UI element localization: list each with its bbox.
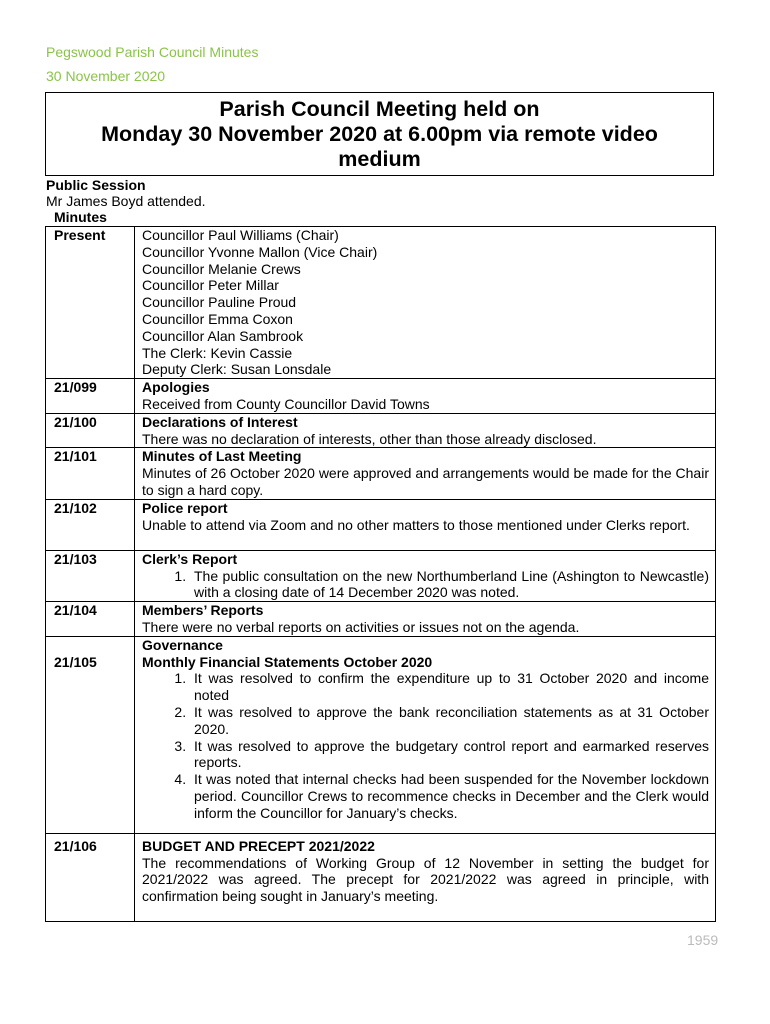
table-row-21-100 — [46, 413, 716, 448]
list-item: 1. The public consultation on the new Northumberland Line (Ashington to Newcastle) with a closing date of 14 December 2020 was noted. — [190, 568, 709, 602]
page-number: 1959 — [687, 932, 719, 948]
item-text: Minutes of 26 October 2020 were approved and arrangements would be made for the Chair to sign a hard copy. — [142, 465, 709, 498]
item-text: Unable to attend via Zoom and no other matters to those mentioned under Clerks report. — [142, 516, 690, 533]
table-row-21-103 — [46, 550, 716, 601]
item-body — [135, 448, 716, 499]
item-text: Received from County Councillor David Towns — [142, 395, 430, 412]
attendees-cell — [135, 227, 716, 379]
item-body — [135, 602, 716, 637]
item-section: Governance — [142, 636, 223, 653]
attendee: Councillor Yvonne Mallon (Vice Chair) — [142, 243, 378, 260]
minutes-label: Minutes — [54, 209, 107, 225]
item-ref: 21/100 — [46, 413, 135, 448]
item-title: Clerk’s Report — [142, 550, 238, 567]
attendee: Councillor Peter Millar — [142, 277, 279, 294]
public-session-heading: Public Session — [46, 177, 146, 193]
meeting-title-line-1: Parish Council Meeting held on — [219, 96, 540, 121]
table-row-21-106 — [46, 833, 716, 921]
item-title: Police report — [142, 499, 228, 516]
item-body — [135, 833, 716, 921]
meeting-title-box — [45, 92, 714, 176]
item-body — [135, 636, 716, 833]
meeting-title-line-2: Monday 30 November 2020 at 6.00pm via remote video — [101, 121, 658, 146]
item-title: Minutes of Last Meeting — [142, 448, 302, 465]
item-body — [135, 550, 716, 601]
item-ref: 21/101 — [46, 448, 135, 499]
header-title: Pegswood Parish Council Minutes — [46, 44, 259, 60]
item-list — [142, 670, 709, 821]
item-ref: 21/099 — [46, 379, 135, 414]
table-row-present — [46, 227, 716, 379]
item-ref: 21/102 — [46, 499, 135, 550]
item-text: There was no declaration of interests, other than those already disclosed. — [142, 430, 597, 447]
item-ref: 21/105 — [54, 653, 97, 670]
public-session-text: Mr James Boyd attended. — [46, 193, 206, 209]
list-item: 1. It was resolved to confirm the expenditure up to 31 October 2020 and income noted — [190, 670, 709, 704]
table-row-21-104 — [46, 602, 716, 637]
attendee: Councillor Melanie Crews — [142, 260, 301, 277]
list-item: 3. It was resolved to approve the budgetary control report and earmarked reserves reports. — [190, 738, 709, 772]
attendee: Deputy Clerk: Susan Lonsdale — [142, 361, 332, 378]
item-body — [135, 413, 716, 448]
present-label: Present — [46, 227, 135, 379]
table-row-21-105 — [46, 636, 716, 833]
item-title: Monthly Financial Statements October 2020 — [142, 653, 433, 670]
table-row-21-102 — [46, 499, 716, 550]
table-row-21-099 — [46, 379, 716, 414]
item-ref: 21/106 — [46, 833, 135, 921]
item-text: There were no verbal reports on activities or issues not on the agenda. — [142, 618, 580, 635]
minutes-table — [45, 226, 716, 922]
meeting-title-line-3: medium — [338, 146, 421, 171]
attendee: Councillor Paul Williams (Chair) — [142, 227, 339, 243]
header-date: 30 November 2020 — [46, 68, 166, 84]
attendee: Councillor Alan Sambrook — [142, 327, 304, 344]
table-row-21-101 — [46, 448, 716, 499]
item-ref: 21/104 — [46, 602, 135, 637]
list-item: 2. It was resolved to approve the bank reconciliation statements as at 31 October 2020. — [190, 704, 709, 738]
item-ref: 21/103 — [46, 550, 135, 601]
list-item: 4. It was noted that internal checks had been suspended for the November lockdown period. Councillor Crews to recommence checks in December and the Clerk would inform the Councillor for January’s checks. — [190, 771, 709, 821]
attendee: Councillor Emma Coxon — [142, 310, 293, 327]
attendee: Councillor Pauline Proud — [142, 294, 297, 311]
item-text: The recommendations of Working Group of 12 November in setting the budget for 2021/2022 was agreed. The precept for 2021/2022 was agreed in principle, with confirmation being sought in January’s meeting. — [142, 854, 709, 905]
item-title: Members’ Reports — [142, 602, 264, 619]
item-body — [135, 379, 716, 414]
item-title: Declarations of Interest — [142, 413, 298, 430]
item-title: BUDGET AND PRECEPT 2021/2022 — [142, 837, 375, 854]
item-ref-cell — [46, 636, 135, 833]
item-list — [142, 568, 709, 602]
item-title: Apologies — [142, 379, 210, 396]
item-body — [135, 499, 716, 550]
attendee: The Clerk: Kevin Cassie — [142, 344, 293, 361]
